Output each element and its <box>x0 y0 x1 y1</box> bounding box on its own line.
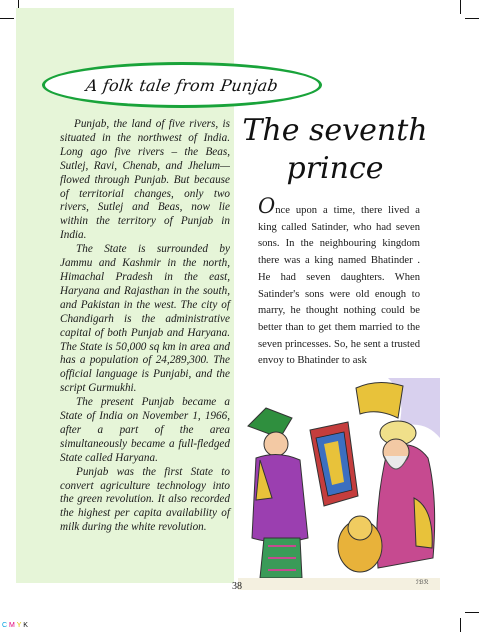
sidebar-paragraph: The State is surrounded by Jammu and Kashmir in the north, Himachal Pradesh in the east, Haryana and Rajasthan in the south, and Pakistan in the west. The city of Chandigarh is the administrative capital of both Punjab and Haryana. The State is 50,000 sq km in area and has a population of 24,289,300. The official language is Punjabi, and the script Gurmukhi. <box>60 243 230 395</box>
sidebar-paragraph: The present Punjab became a State of India on November 1, 1966, after a part of the area simultaneously became a full-fledged State called Haryana. <box>60 396 230 464</box>
sidebar-paragraph: Punjab was the first State to convert agriculture technology into the green revolution. It also recorded the highest per capita availability of milk during the white revolution. <box>60 465 230 534</box>
story-title-line2: prince <box>286 151 384 186</box>
print-color-marks <box>2 622 28 629</box>
crop-mark <box>465 612 479 613</box>
cyan-mark: C <box>2 622 8 629</box>
story-text <box>258 194 420 370</box>
page-number: 38 <box>232 581 242 592</box>
banner-title: A folk tale from Punjab <box>84 75 280 95</box>
story-body: nce upon a time, there lived a king called Satinder, who had seven sons. In the neighbouring kingdom there was a king named Bhatinder . He had seven daughters. When Satinder's sons were old enough to marry, he thought nothing could be better than to get them married to the seven princesses. So, he sent a trusted envoy to Bhatinder to ask <box>258 205 420 367</box>
svg-text:ℐℬℛ: ℐℬℛ <box>416 579 429 586</box>
crop-mark <box>460 0 461 14</box>
drop-cap: O <box>258 194 276 218</box>
story-title-line1: The seventh <box>242 113 428 148</box>
crop-mark <box>460 618 461 632</box>
story-title <box>240 112 430 188</box>
sidebar-paragraph: Punjab, the land of five rivers, is situated in the northwest of India. Long ago five rivers – the Beas, Sutlej, Ravi, Chenab, and Jhelum—flowed through Punjab. But because of territorial changes, only two rivers, Sutlej and Beas, now lie within the territory of Punjab in India. <box>60 118 230 242</box>
sidebar-text <box>60 118 230 535</box>
yellow-mark: Y <box>16 622 22 629</box>
illustration-prince-and-king <box>238 378 440 590</box>
black-mark: K <box>23 622 28 629</box>
banner-oval <box>42 62 322 108</box>
crop-mark <box>0 18 14 19</box>
crop-mark <box>465 18 479 19</box>
magenta-mark: M <box>9 622 15 629</box>
